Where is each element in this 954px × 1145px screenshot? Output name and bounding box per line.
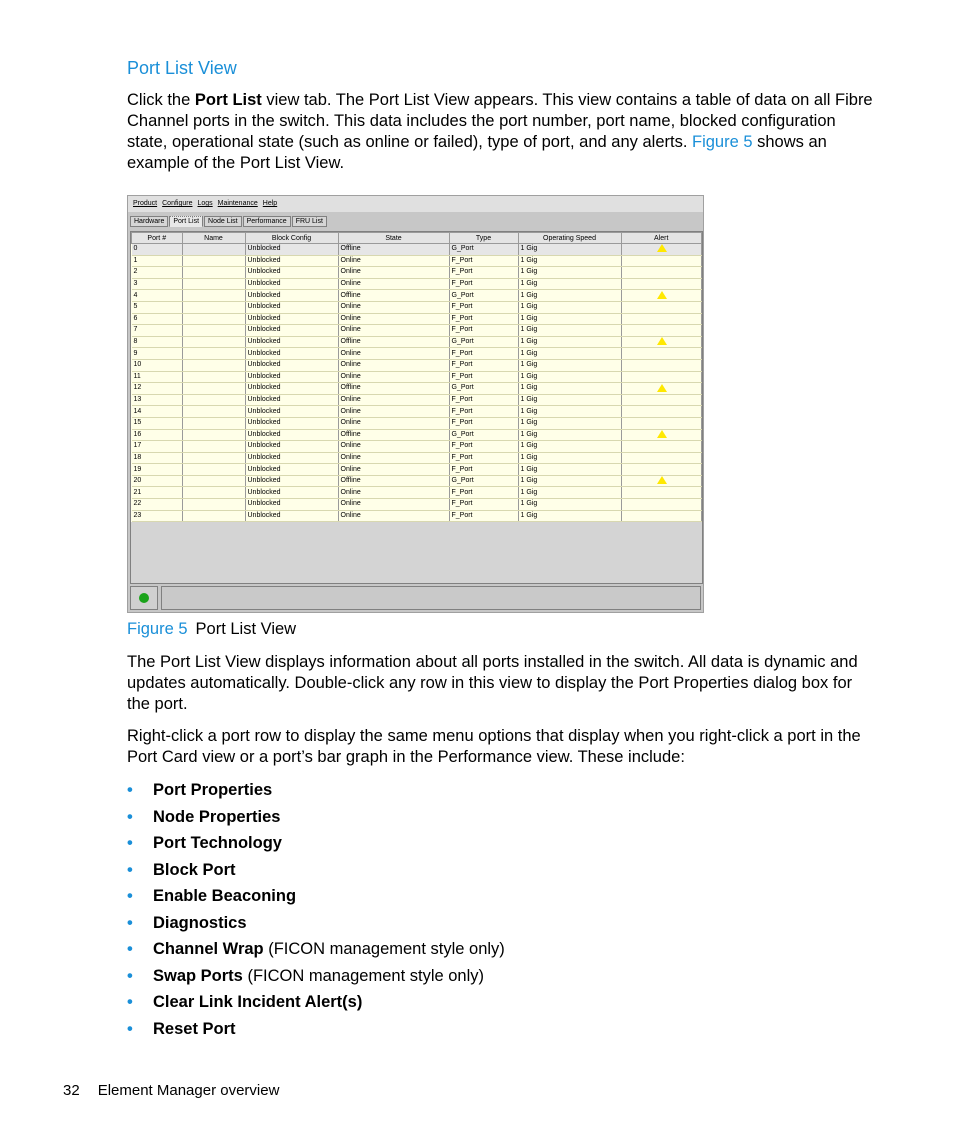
table-cell: Online [338, 499, 449, 511]
page-footer [63, 1082, 279, 1099]
table-cell: 9 [132, 348, 183, 360]
table-cell: Unblocked [245, 313, 338, 325]
table-cell: 1 Gig [518, 267, 621, 279]
table-cell: 14 [132, 406, 183, 418]
table-cell [621, 464, 702, 476]
table-cell: Online [338, 452, 449, 464]
table-row[interactable] [132, 267, 702, 279]
table-cell: 7 [132, 325, 183, 337]
green-status-led-icon [139, 593, 149, 603]
table-cell: Unblocked [245, 255, 338, 267]
table-cell: Offline [338, 336, 449, 348]
list-item [127, 831, 505, 858]
table-cell: Unblocked [245, 348, 338, 360]
table-cell [182, 290, 245, 302]
table-cell: 23 [132, 510, 183, 522]
table-cell: G_Port [449, 383, 518, 395]
table-cell: Unblocked [245, 406, 338, 418]
tab-port-list[interactable]: Port List [169, 216, 203, 227]
table-cell: Unblocked [245, 464, 338, 476]
list-item-bold: Channel Wrap [153, 940, 264, 958]
table-cell [182, 244, 245, 256]
menu-item-logs[interactable]: Logs [197, 200, 213, 207]
list-item-bold: Diagnostics [153, 913, 247, 932]
caption-text: Port List View [195, 620, 297, 638]
table-cell: 4 [132, 290, 183, 302]
table-cell: 1 Gig [518, 290, 621, 302]
table-cell: 1 Gig [518, 371, 621, 383]
table-cell: 19 [132, 464, 183, 476]
table-cell [621, 336, 702, 348]
table-cell [621, 325, 702, 337]
port-list-screenshot [127, 195, 704, 613]
table-cell: 1 Gig [518, 429, 621, 441]
warning-triangle-icon [657, 291, 667, 299]
table-cell [621, 244, 702, 256]
table-cell [182, 313, 245, 325]
intro-bold: Port List [194, 91, 262, 109]
table-row[interactable] [132, 301, 702, 313]
table-cell: 13 [132, 394, 183, 406]
table-cell: F_Port [449, 487, 518, 499]
table-row[interactable] [132, 348, 702, 360]
table-cell: Online [338, 417, 449, 429]
table-row[interactable] [132, 406, 702, 418]
table-cell: F_Port [449, 499, 518, 511]
intro-text-2: view tab. The Port List View appears. This view contains a table of data on all Fibre Channel ports in the switch. This data includes the port number, port name, blocked configuration state, operational state (such as online or failed), type of port, and any alerts. [127, 91, 873, 151]
table-cell: Online [338, 510, 449, 522]
warning-triangle-icon [657, 337, 667, 345]
warning-triangle-icon [657, 384, 667, 392]
table-cell: Online [338, 313, 449, 325]
list-item [127, 884, 505, 911]
table-cell [182, 475, 245, 487]
table-cell [182, 510, 245, 522]
table-cell: F_Port [449, 510, 518, 522]
table-row[interactable] [132, 475, 702, 487]
table-cell: F_Port [449, 394, 518, 406]
table-cell: F_Port [449, 255, 518, 267]
table-cell: 0 [132, 244, 183, 256]
table-cell: 1 Gig [518, 383, 621, 395]
table-row[interactable] [132, 499, 702, 511]
table-cell: 1 Gig [518, 406, 621, 418]
table-cell: 21 [132, 487, 183, 499]
table-cell: Unblocked [245, 301, 338, 313]
table-cell: 5 [132, 301, 183, 313]
table-cell: 22 [132, 499, 183, 511]
table-cell: 1 Gig [518, 441, 621, 453]
table-cell: Unblocked [245, 383, 338, 395]
port-table-container [130, 231, 703, 584]
table-cell [621, 441, 702, 453]
table-cell: Unblocked [245, 499, 338, 511]
table-cell: 8 [132, 336, 183, 348]
list-item [127, 858, 505, 885]
table-cell: 1 Gig [518, 301, 621, 313]
table-cell [621, 406, 702, 418]
table-cell [621, 417, 702, 429]
table-cell [182, 301, 245, 313]
table-cell [182, 359, 245, 371]
table-cell: 6 [132, 313, 183, 325]
warning-triangle-icon [657, 244, 667, 252]
table-cell: Unblocked [245, 371, 338, 383]
table-cell: Unblocked [245, 441, 338, 453]
table-cell [621, 301, 702, 313]
table-cell: Online [338, 325, 449, 337]
table-cell: Unblocked [245, 429, 338, 441]
table-cell: 1 Gig [518, 348, 621, 360]
table-cell: G_Port [449, 244, 518, 256]
bullet-icon: • [127, 781, 133, 799]
menu-item-help[interactable]: Help [262, 200, 278, 207]
table-cell: F_Port [449, 325, 518, 337]
list-item-bold: Enable Beaconing [153, 887, 297, 905]
table-cell: Unblocked [245, 417, 338, 429]
table-cell [621, 255, 702, 267]
list-item-bold: Swap Ports [153, 966, 243, 985]
table-cell [182, 429, 245, 441]
menu-item-configure[interactable]: Configure [162, 200, 193, 207]
column-header[interactable]: Port # [132, 233, 183, 244]
list-item [127, 805, 505, 832]
table-row[interactable] [132, 325, 702, 337]
table-cell [621, 371, 702, 383]
table-cell: Online [338, 359, 449, 371]
table-cell: Offline [338, 429, 449, 441]
list-item [127, 964, 505, 991]
list-item-bold: Block Port [153, 860, 236, 879]
table-cell [621, 359, 702, 371]
list-item [127, 778, 505, 805]
table-cell: Online [338, 278, 449, 290]
table-cell: F_Port [449, 441, 518, 453]
table-cell: Online [338, 406, 449, 418]
table-cell [182, 371, 245, 383]
figure-caption [127, 620, 296, 639]
tab-node-list[interactable]: Node List [204, 216, 242, 227]
footer-section: Element Manager overview [97, 1082, 280, 1099]
table-cell: 1 Gig [518, 244, 621, 256]
table-cell: Unblocked [245, 290, 338, 302]
table-cell [621, 313, 702, 325]
table-cell: Unblocked [245, 267, 338, 279]
table-cell [182, 499, 245, 511]
bullet-icon: • [127, 1019, 133, 1038]
column-header[interactable]: Type [449, 233, 518, 244]
menu-item-maintenance[interactable]: Maintenance [217, 200, 258, 207]
table-cell [621, 278, 702, 290]
table-cell [621, 475, 702, 487]
table-cell [621, 499, 702, 511]
menu-bar [128, 196, 703, 212]
table-cell: 1 Gig [518, 278, 621, 290]
table-row[interactable] [132, 244, 702, 256]
table-cell: Offline [338, 244, 449, 256]
table-cell: Unblocked [245, 325, 338, 337]
table-cell: F_Port [449, 278, 518, 290]
table-cell [182, 348, 245, 360]
table-row[interactable] [132, 290, 702, 302]
table-cell: F_Port [449, 452, 518, 464]
table-cell: Unblocked [245, 359, 338, 371]
table-cell: 18 [132, 452, 183, 464]
warning-triangle-icon [657, 476, 667, 484]
table-cell: Offline [338, 475, 449, 487]
caption-label: Figure 5 [127, 620, 188, 638]
table-cell: F_Port [449, 301, 518, 313]
table-cell: Unblocked [245, 510, 338, 522]
table-cell: 1 Gig [518, 313, 621, 325]
table-cell: Offline [338, 383, 449, 395]
list-item [127, 1017, 505, 1044]
table-row[interactable] [132, 464, 702, 476]
table-row[interactable] [132, 383, 702, 395]
table-cell: Online [338, 348, 449, 360]
table-cell: 1 Gig [518, 359, 621, 371]
table-cell [621, 394, 702, 406]
table-row[interactable] [132, 394, 702, 406]
bullet-icon: • [127, 940, 133, 958]
warning-triangle-icon [657, 430, 667, 438]
table-cell: 1 Gig [518, 417, 621, 429]
table-cell: 1 Gig [518, 394, 621, 406]
table-row[interactable] [132, 336, 702, 348]
table-cell [621, 429, 702, 441]
table-cell: F_Port [449, 464, 518, 476]
table-cell: 1 Gig [518, 487, 621, 499]
table-cell: 10 [132, 359, 183, 371]
table-cell: 1 Gig [518, 255, 621, 267]
intro-text-1: Click the [127, 91, 195, 109]
table-cell [621, 383, 702, 395]
list-item-bold: Node Properties [153, 807, 281, 826]
table-cell [182, 267, 245, 279]
table-cell [182, 255, 245, 267]
bullet-icon: • [127, 966, 133, 985]
table-cell: 1 Gig [518, 325, 621, 337]
table-cell: F_Port [449, 313, 518, 325]
list-item-note: (FICON management style only) [242, 966, 485, 985]
table-cell: 2 [132, 267, 183, 279]
table-cell [182, 336, 245, 348]
status-bar [130, 586, 703, 611]
table-cell: Online [338, 464, 449, 476]
table-cell: 3 [132, 278, 183, 290]
list-item-bold: Port Technology [153, 834, 282, 852]
table-cell: 12 [132, 383, 183, 395]
table-cell: F_Port [449, 406, 518, 418]
table-cell: Unblocked [245, 336, 338, 348]
table-cell [182, 464, 245, 476]
table-cell: 1 Gig [518, 336, 621, 348]
view-tabs [130, 216, 328, 230]
table-cell: Online [338, 267, 449, 279]
bullet-icon: • [127, 913, 133, 932]
table-cell: Unblocked [245, 487, 338, 499]
table-cell: Online [338, 371, 449, 383]
tab-performance[interactable]: Performance [243, 216, 291, 227]
table-cell: F_Port [449, 417, 518, 429]
table-cell: Online [338, 255, 449, 267]
table-cell: F_Port [449, 267, 518, 279]
bullet-icon: • [127, 993, 133, 1011]
table-cell: G_Port [449, 475, 518, 487]
figure-link[interactable]: Figure 5 [692, 133, 753, 151]
table-cell: 11 [132, 371, 183, 383]
paragraph-3: Right-click a port row to display the same menu options that display when you right-click a port in the Port Card view or a port’s bar graph in the Performance view. These include: [127, 727, 861, 766]
intro-paragraph [127, 90, 877, 174]
table-cell: 1 [132, 255, 183, 267]
table-cell: Offline [338, 290, 449, 302]
list-item [127, 911, 505, 938]
bullet-icon: • [127, 887, 133, 905]
bullet-icon: • [127, 807, 133, 826]
status-led-box [130, 586, 158, 610]
table-cell: 20 [132, 475, 183, 487]
column-header[interactable]: Alert [621, 233, 702, 244]
table-cell [182, 417, 245, 429]
table-cell: F_Port [449, 371, 518, 383]
list-item-note: (FICON management style only) [263, 940, 505, 958]
table-cell [182, 383, 245, 395]
list-item-bold: Clear Link Incident Alert(s) [153, 993, 363, 1011]
table-cell: 16 [132, 429, 183, 441]
port-table [131, 232, 702, 522]
list-item-bold: Port Properties [153, 781, 273, 799]
list-item [127, 990, 505, 1017]
table-cell: 1 Gig [518, 464, 621, 476]
status-field [161, 586, 701, 610]
table-cell: 1 Gig [518, 499, 621, 511]
section-heading: Port List View [127, 58, 237, 78]
table-cell [621, 487, 702, 499]
paragraph-2: The Port List View displays information about all ports installed in the switch. All data is dynamic and updates automatically. Double-click any row in this view to display the Port Properties dialog box for the port. [127, 653, 858, 713]
tab-fru-list[interactable]: FRU List [292, 216, 327, 227]
table-row[interactable] [132, 278, 702, 290]
table-cell [182, 278, 245, 290]
column-header[interactable]: State [338, 233, 449, 244]
menu-options-list [127, 778, 505, 1043]
table-cell: Online [338, 301, 449, 313]
column-header[interactable]: Operating Speed [518, 233, 621, 244]
list-item [127, 937, 505, 964]
table-cell: Unblocked [245, 278, 338, 290]
table-cell: F_Port [449, 348, 518, 360]
table-cell: G_Port [449, 429, 518, 441]
table-cell: 1 Gig [518, 510, 621, 522]
table-cell [621, 452, 702, 464]
table-cell: 1 Gig [518, 452, 621, 464]
table-cell: 15 [132, 417, 183, 429]
page-number: 32 [63, 1082, 80, 1099]
table-cell [182, 406, 245, 418]
table-cell: Unblocked [245, 452, 338, 464]
bullet-icon: • [127, 860, 133, 879]
table-row[interactable] [132, 429, 702, 441]
table-row[interactable] [132, 452, 702, 464]
tab-hardware[interactable]: Hardware [130, 216, 168, 227]
table-row[interactable] [132, 371, 702, 383]
column-header[interactable]: Block Config [245, 233, 338, 244]
table-cell: G_Port [449, 290, 518, 302]
table-cell [621, 267, 702, 279]
table-row[interactable] [132, 417, 702, 429]
intro-text-3: shows an example of the Port List View. [127, 133, 827, 172]
table-cell: Unblocked [245, 475, 338, 487]
table-cell: 17 [132, 441, 183, 453]
table-cell: G_Port [449, 336, 518, 348]
table-cell: Online [338, 487, 449, 499]
table-cell [621, 290, 702, 302]
list-item-bold: Reset Port [153, 1019, 236, 1038]
table-cell [182, 325, 245, 337]
menu-item-product[interactable]: Product [133, 200, 158, 207]
table-cell: Online [338, 394, 449, 406]
table-cell: Unblocked [245, 394, 338, 406]
column-header[interactable]: Name [182, 233, 245, 244]
table-cell [182, 452, 245, 464]
table-row[interactable] [132, 359, 702, 371]
table-cell [182, 441, 245, 453]
table-cell: 1 Gig [518, 475, 621, 487]
bullet-icon: • [127, 834, 133, 852]
table-row[interactable] [132, 487, 702, 499]
table-row[interactable] [132, 313, 702, 325]
table-cell [621, 348, 702, 360]
table-cell [621, 510, 702, 522]
table-row[interactable] [132, 255, 702, 267]
table-cell: Unblocked [245, 244, 338, 256]
table-row[interactable] [132, 510, 702, 522]
table-cell [182, 487, 245, 499]
table-row[interactable] [132, 441, 702, 453]
table-cell: Online [338, 441, 449, 453]
table-cell [182, 394, 245, 406]
table-cell: F_Port [449, 359, 518, 371]
